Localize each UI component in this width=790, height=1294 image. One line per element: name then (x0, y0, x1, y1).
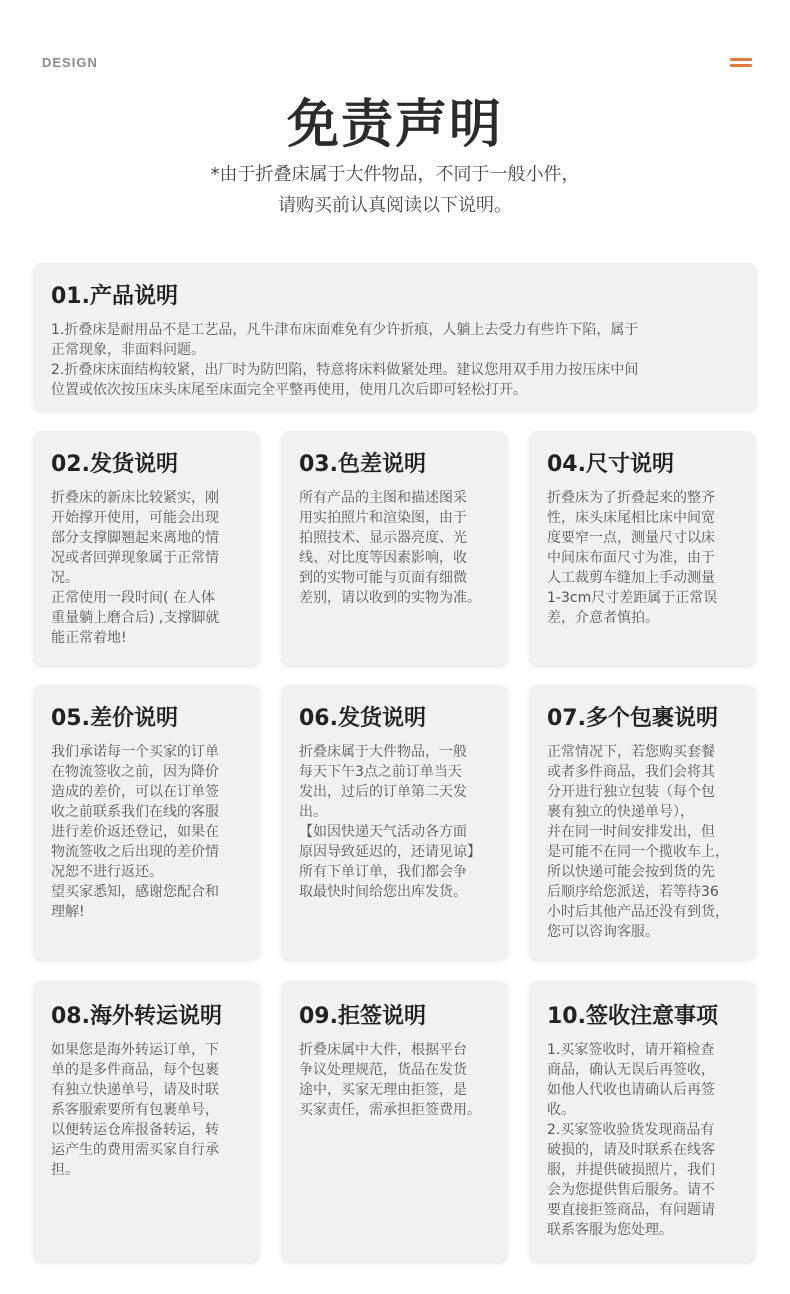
card-line: 拍照技术、显示器亮度、光 (299, 530, 467, 546)
card-line: 正常使用一段时间( 在人体 (51, 590, 215, 606)
card-line: 您可以咨询客服。 (547, 924, 659, 940)
card-line: 商品，确认无误后再签收， (547, 1062, 715, 1078)
card-shipping-description (33, 431, 260, 665)
card-line: 能正常着地! (51, 630, 127, 646)
card-line: 在物流签收之前，因为降价 (51, 764, 219, 780)
card-line: 物流签收之后出现的差价情 (51, 844, 219, 860)
card-body (547, 742, 738, 942)
card-line: 买家责任，需承担拒签费用。 (299, 1102, 481, 1118)
card-line: 2.折叠床床面结构较紧，出厂时为防凹陷，特意将床料做紧处理。建议您用双手用力按压床中间 (51, 362, 639, 378)
card-line: 线、对比度等因素影响，收 (299, 550, 467, 566)
card-line: 以便转运仓库报备转运，转 (51, 1122, 219, 1138)
card-line: 度要窄一点，测量尺寸以床 (547, 530, 715, 546)
card-line: 原因导致延迟的，还请见谅】 (299, 844, 481, 860)
card-line: 如他人代收也请确认后再签 (547, 1082, 715, 1098)
card-body (51, 320, 739, 400)
card-size-description (529, 431, 756, 665)
card-overseas-forwarding (33, 981, 260, 1261)
card-line: 1.折叠床是耐用品不是工艺品，凡牛津布床面难免有少许折痕，人躺上去受力有些许下陷，属于 (51, 322, 639, 338)
card-line: 或者多件商品，我们会将其 (547, 764, 715, 780)
card-line: 位置或依次按压床头床尾至床面完全平整再使用，使用几次后即可轻松打开。 (51, 382, 527, 398)
card-title: 03.色差说明 (299, 452, 426, 477)
card-title: 05.差价说明 (51, 706, 178, 731)
card-line: 服，并提供破损照片，我们 (547, 1162, 715, 1178)
card-body (51, 742, 242, 922)
card-line: 折叠床的新床比较紧实，刚 (51, 490, 219, 506)
card-line: 重量躺上磨合后) ,支撑脚就 (51, 610, 220, 626)
card-line: 性，床头床尾相比床中间宽 (547, 510, 715, 526)
card-color-difference (281, 431, 508, 665)
menu-icon[interactable] (730, 58, 752, 68)
card-line: 出。 (299, 804, 327, 820)
subtitle-line-2: 请购买前认真阅读以下说明。 (278, 195, 512, 216)
card-line: 到的实物可能与页面有细微 (299, 570, 467, 586)
card-line: 造成的差价，可以在订单签 (51, 784, 219, 800)
card-line: 中间床布面尺寸为准，由于 (547, 550, 715, 566)
card-line: 1.买家签收时，请开箱检查 (547, 1042, 715, 1058)
card-body (547, 488, 738, 628)
card-line: 况或者回弹现象属于正常情 (51, 550, 219, 566)
card-line: 人工裁剪车缝加上手动测量 (547, 570, 715, 586)
card-line: 并在同一时间安排发出，但 (547, 824, 715, 840)
card-line: 理解! (51, 904, 85, 920)
card-delivery-description (281, 685, 508, 959)
card-line: 联系客服为您处理。 (547, 1222, 673, 1238)
card-line: 我们承诺每一个买家的订单 (51, 744, 219, 760)
card-line: 2.买家签收验货发现商品有 (547, 1122, 715, 1138)
card-refusal-description (281, 981, 508, 1261)
card-price-difference (33, 685, 260, 959)
card-line: 进行差价返还登记，如果在 (51, 824, 219, 840)
page-title: 免责声明 (286, 95, 503, 155)
card-line: 所有产品的主图和描述图采 (299, 490, 467, 506)
card-line: 争议处理规范，货品在发货 (299, 1062, 467, 1078)
card-multiple-packages (529, 685, 756, 959)
card-line: 收之前联系我们在线的客服 (51, 804, 219, 820)
card-line: 所以快递可能会按到货的先 (547, 864, 715, 880)
card-line: 分开进行独立包装（每个包 (547, 784, 715, 800)
card-line: 折叠床属于大件物品，一般 (299, 744, 467, 760)
card-line: 系客服索要所有包裹单号， (51, 1102, 219, 1118)
design-label: DESIGN (42, 55, 98, 70)
card-line: 折叠床属中大件，根据平台 (299, 1042, 467, 1058)
card-title: 06.发货说明 (299, 706, 426, 731)
card-product-description (33, 263, 757, 410)
card-line: 折叠床为了折叠起来的整齐 (547, 490, 715, 506)
card-line: 发出，过后的订单第二天发 (299, 784, 467, 800)
card-line: 开始撑开使用，可能会出现 (51, 510, 219, 526)
card-line: 收。 (547, 1102, 575, 1118)
card-line: 是可能不在同一个揽收车上， (547, 844, 729, 860)
card-line: 况恕不进行返还。 (51, 864, 163, 880)
card-body (299, 488, 490, 608)
card-line: 正常现象，非面料问题。 (51, 342, 205, 358)
card-title: 09.拒签说明 (299, 1004, 426, 1029)
card-body (547, 1040, 738, 1240)
card-title: 02.发货说明 (51, 452, 178, 477)
card-line: 有独立快递单号，请及时联 (51, 1082, 219, 1098)
card-line: 裹有独立的快递单号）， (547, 804, 694, 820)
card-line: 运产生的费用需买家自行承 (51, 1142, 219, 1158)
card-line: 担。 (51, 1162, 79, 1178)
card-title: 10.签收注意事项 (547, 1004, 718, 1029)
card-title: 01.产品说明 (51, 284, 178, 309)
card-line: 取最快时间给您出库发货。 (299, 884, 467, 900)
card-line: 所有下单订单，我们都会争 (299, 864, 467, 880)
card-line: 途中，买家无理由拒签，是 (299, 1082, 467, 1098)
card-line: 要直接拒签商品，有问题请 (547, 1202, 715, 1218)
card-line: 后顺序给您派送，若等待36 (547, 884, 719, 900)
card-line: 1-3cm尺寸差距属于正常误 (547, 590, 718, 606)
card-body (299, 1040, 490, 1120)
card-title: 08.海外转运说明 (51, 1004, 222, 1029)
card-line: 每天下午3点之前订单当天 (299, 764, 462, 780)
card-line: 单的是多件商品，每个包裹 (51, 1062, 219, 1078)
card-line: 如果您是海外转运订单，下 (51, 1042, 219, 1058)
card-body (51, 1040, 242, 1180)
card-title: 04.尺寸说明 (547, 452, 674, 477)
card-line: 会为您提供售后服务。请不 (547, 1182, 715, 1198)
card-line: 部分支撑脚翘起来离地的情 (51, 530, 219, 546)
card-body (299, 742, 490, 902)
card-body (51, 488, 242, 648)
card-line: 差，介意者慎拍。 (547, 610, 659, 626)
card-line: 差别，请以收到的实物为准。 (299, 590, 481, 606)
subtitle-line-1: *由于折叠床属于大件物品，不同于一般小件， (210, 164, 580, 185)
card-line: 小时后其他产品还没有到货， (547, 904, 729, 920)
card-title: 07.多个包裹说明 (547, 706, 718, 731)
card-line: 用实拍照片和渲染图，由于 (299, 510, 467, 526)
card-line: 破损的，请及时联系在线客 (547, 1142, 715, 1158)
card-line: 【如因快递天气活动各方面 (299, 824, 467, 840)
card-line: 望买家悉知，感谢您配合和 (51, 884, 219, 900)
card-line: 况。 (51, 570, 79, 586)
card-receipt-notes (529, 981, 756, 1261)
card-line: 正常情况下，若您购买套餐 (547, 744, 715, 760)
